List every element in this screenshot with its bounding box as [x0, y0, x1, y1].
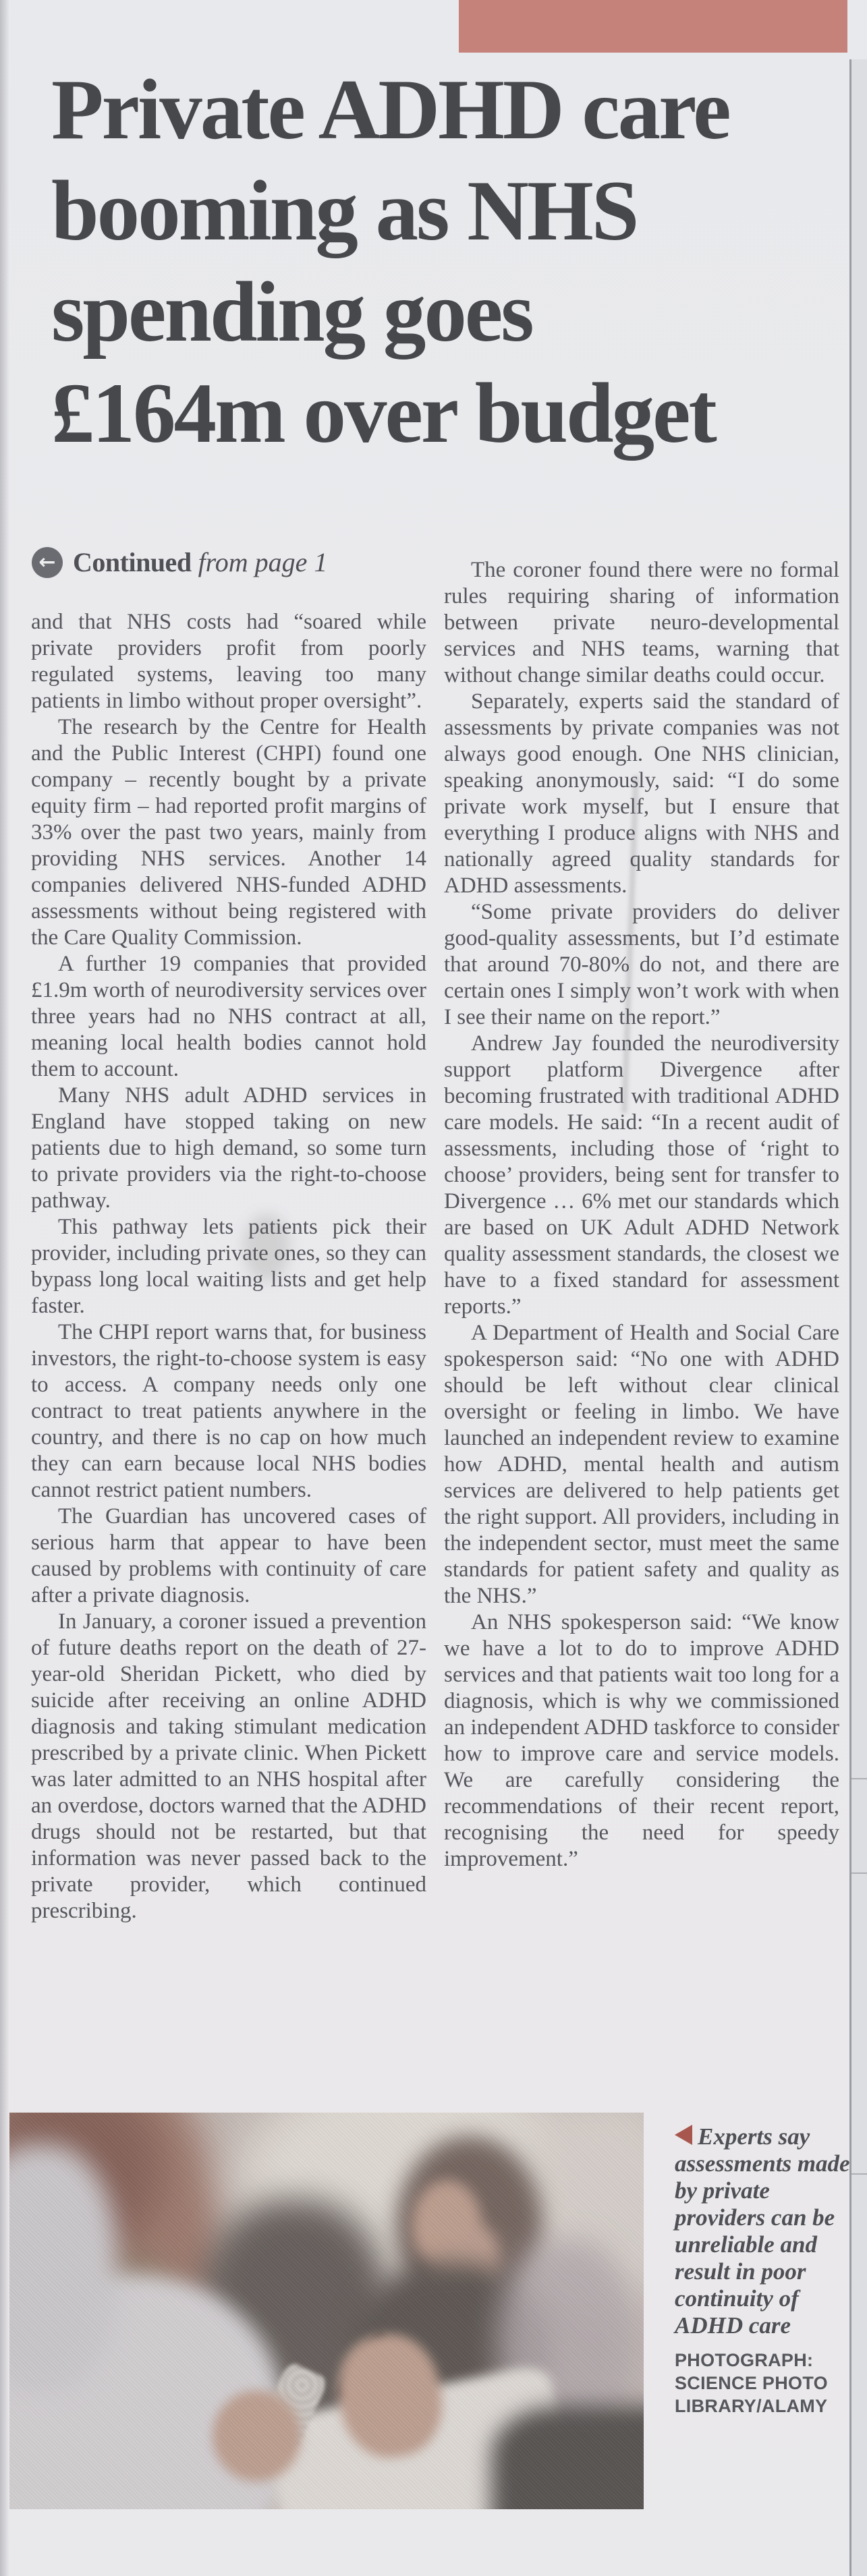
headline-line: spending goes	[51, 265, 532, 360]
article-paragraph: The research by the Centre for Health and the Public Interest (CHPI) found one company – recently bought by a private equity firm – had reported profit margins of 33% over the past two years, mainly from providing NHS services. Another 14 companies delivered NHS-funded ADHD assessments without being registered with the Care Quality Commission.	[31, 715, 426, 950]
page-left-edge-shade	[0, 0, 9, 2576]
article-photo	[9, 2113, 644, 2509]
article-paragraph: The coroner found there were no formal rules requiring sharing of information between private neuro-developmental services and NHS teams, warning that without change similar deaths could occur.	[444, 558, 839, 687]
article-paragraph: An NHS spokesperson said: “We know we have a lot to do to improve ADHD services and that patients wait too long for a diagnosis, which is why we commissioned an independent ADHD taskforce to consider how to improve care and service models. We are carefully considering the recommendations of their recent report, recognising the need for speedy improvement.”	[444, 1610, 839, 1871]
masthead-color-block	[459, 0, 847, 53]
caption-arrow-left-icon	[675, 2125, 692, 2145]
adjacent-page-line	[851, 2173, 867, 2175]
headline-line: Private ADHD care	[51, 63, 729, 157]
article-paragraph: A Department of Health and Social Care spokesperson said: “No one with ADHD should be left without clear clinical oversight or feeling in limbo. We have launched an independent review to examine how ADHD, mental health and autism services are delivered to help patients get the right support. All providers, including in the independent sector, must meet the same standards for patient safety and quality as the NHS.”	[444, 1321, 839, 1608]
arrow-left-circle-icon: ←	[32, 547, 63, 578]
article-column-right	[444, 557, 839, 1872]
adjacent-page-strip	[851, 59, 867, 2576]
headline-line: booming as NHS	[51, 164, 638, 258]
article-paragraph: A further 19 companies that provided £1.9m worth of neurodiversity services over three years had no NHS contract at all, meaning local health bodies cannot hold them to account.	[31, 952, 426, 1081]
photo-grain-overlay	[9, 2113, 644, 2509]
continued-from-marker	[32, 546, 327, 578]
article-paragraph: In January, a coroner issued a prevention of future deaths report on the death of 27-year-old Sheridan Pickett, who died by suicide after receiving an online ADHD diagnosis and taking stimulant medication prescribed by a private clinic. When Pickett was later admitted to an NHS hospital after an overdose, doctors warned that the ADHD drugs should not be restarted, but that information was never passed back to the private provider, which continued prescribing.	[31, 1609, 426, 1923]
adjacent-page-line	[851, 1872, 867, 1874]
article-paragraph: “Some private providers do deliver good-quality assessments, but I’d estimate that around 70-80% do not, and there are certain ones I simply won’t work with when I see their name on the report.”	[444, 900, 839, 1029]
article-paragraph: This pathway lets patients pick their provider, including private ones, so they can bypass long local waiting lists and get help faster.	[31, 1215, 426, 1318]
headline-line: £164m over budget	[51, 366, 715, 461]
article-paragraph: The Guardian has uncovered cases of serious harm that appear to have been caused by problems with continuity of care after a private diagnosis.	[31, 1504, 426, 1607]
article-paragraph: Separately, experts said the standard of assessments by private companies was not always good enough. One NHS clinician, speaking anonymously, said: “I do some private work myself, but I ensure that everything I produce aligns with NHS and nationally agreed quality standards for ADHD assessments.	[444, 689, 839, 898]
article-paragraph: Andrew Jay founded the neurodiversity support platform Divergence after becoming frustrated with traditional ADHD care models. He said: “In a recent audit of assessments, including those of ‘right to choose’ providers, being sent for transfer to Divergence … 6% met our standards which are based on UK Adult ADHD Network quality assessment standards, the closest we have to a fixed standard for assessment reports.”	[444, 1031, 839, 1319]
continued-label: Continued from page 1	[73, 547, 328, 577]
adjacent-page-line	[851, 1778, 867, 1779]
article-paragraph: Many NHS adult ADHD services in England have stopped taking on new patients due to high demand, so some turn to private providers via the right-to-choose pathway.	[31, 1083, 426, 1213]
photo-caption	[675, 2123, 851, 2339]
article-paragraph: and that NHS costs had “soared while private providers profit from poorly regulated systems, leaving too many patients in limbo without proper oversight”.	[31, 610, 426, 713]
article-column-left	[31, 609, 426, 1924]
article-paragraph: The CHPI report warns that, for business investors, the right-to-choose system is easy to access. A company needs only one contract to treat patients anywhere in the country, and there is no cap on how much they can earn because local NHS bodies cannot restrict patient numbers.	[31, 1320, 426, 1502]
caption-text: Experts say assessments made by private providers can be unreliable and result in poor continuity of ADHD care	[675, 2123, 850, 2339]
photo-credit: PHOTOGRAPH: SCIENCE PHOTO LIBRARY/ALAMY	[675, 2350, 828, 2416]
article-headline	[51, 59, 851, 464]
